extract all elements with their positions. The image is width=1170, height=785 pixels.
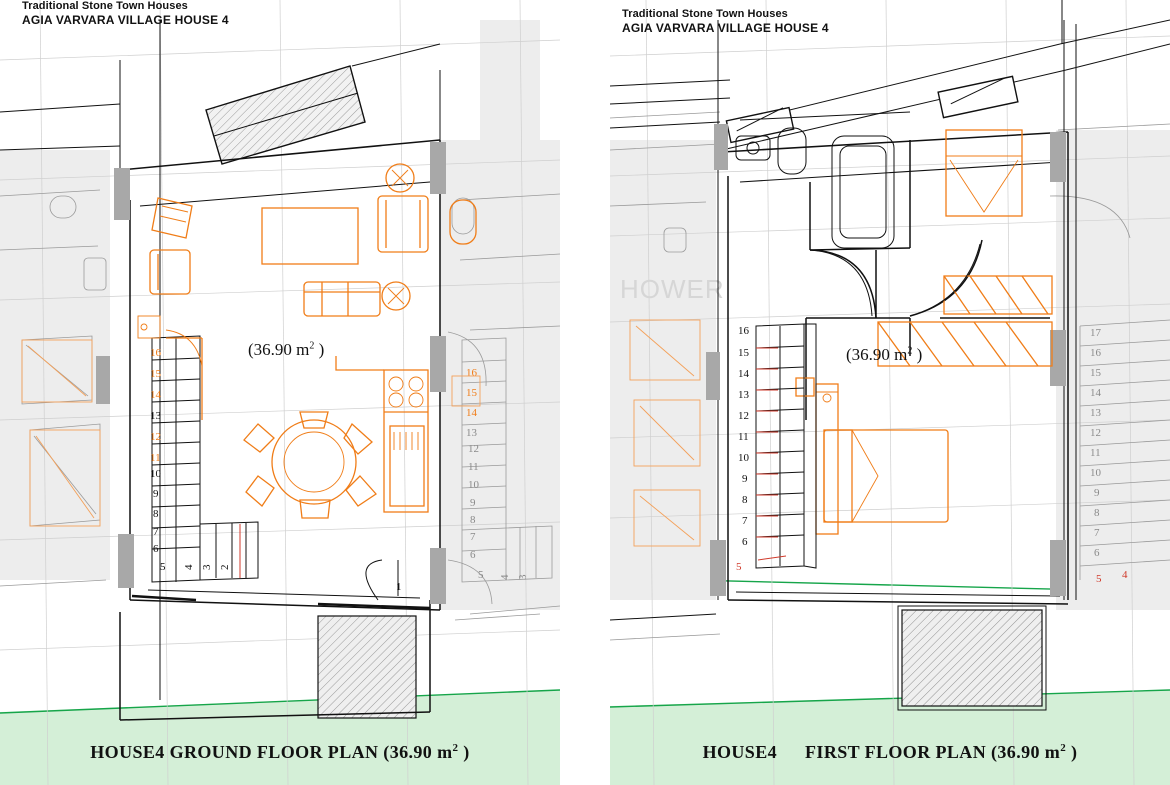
svg-text:9: 9 xyxy=(153,488,159,500)
svg-text:5: 5 xyxy=(478,569,484,581)
svg-text:16: 16 xyxy=(738,325,749,337)
svg-text:4: 4 xyxy=(183,564,195,570)
svg-text:15: 15 xyxy=(1090,367,1101,379)
svg-text:14: 14 xyxy=(466,407,477,419)
svg-text:5: 5 xyxy=(160,561,166,573)
svg-text:6: 6 xyxy=(742,536,748,548)
svg-text:4: 4 xyxy=(499,574,511,580)
svg-text:3: 3 xyxy=(201,564,213,570)
first-floor-drawing xyxy=(610,0,1170,785)
hall-walls xyxy=(806,240,1050,420)
svg-text:15: 15 xyxy=(150,368,161,380)
bedroom-furniture xyxy=(796,378,948,534)
svg-text:7: 7 xyxy=(153,526,159,538)
svg-text:6: 6 xyxy=(470,549,476,561)
neighbour-left-fill xyxy=(0,150,110,580)
svg-text:10: 10 xyxy=(738,452,749,464)
svg-text:15: 15 xyxy=(466,387,477,399)
svg-text:8: 8 xyxy=(742,494,748,506)
first-floor-title-block xyxy=(622,8,829,35)
neighbour-right-fill xyxy=(1056,130,1170,610)
svg-text:16: 16 xyxy=(150,347,161,359)
svg-text:16: 16 xyxy=(466,367,477,379)
svg-text:13: 13 xyxy=(738,389,749,401)
svg-text:2: 2 xyxy=(219,564,231,570)
svg-text:7: 7 xyxy=(470,531,476,543)
svg-text:12: 12 xyxy=(150,431,161,443)
svg-text:4: 4 xyxy=(1122,569,1128,581)
door-tick-label: 1 xyxy=(396,581,402,593)
svg-text:12: 12 xyxy=(738,410,749,422)
staircase-lower-winders xyxy=(200,522,258,580)
svg-text:10: 10 xyxy=(1090,467,1101,479)
first-floor-caption: HOUSE4 FIRST FLOOR PLAN (36.90 $m^2$ ) xyxy=(702,742,1078,762)
svg-text:10: 10 xyxy=(468,479,479,491)
entry-door-swing xyxy=(366,560,382,600)
stair-riser-marks xyxy=(756,348,786,560)
svg-text:9: 9 xyxy=(1094,487,1100,499)
svg-text:11: 11 xyxy=(468,461,479,473)
svg-text:14: 14 xyxy=(1090,387,1101,399)
svg-text:7: 7 xyxy=(1094,527,1100,539)
ground-area-label: (36.90 $m^2$ ) xyxy=(248,340,325,359)
svg-text:10: 10 xyxy=(150,468,161,480)
svg-text:16: 16 xyxy=(1090,347,1101,359)
svg-text:5: 5 xyxy=(1096,573,1102,585)
svg-text:15: 15 xyxy=(738,347,749,359)
svg-text:9: 9 xyxy=(742,473,748,485)
svg-text:13: 13 xyxy=(150,410,161,422)
stair-numbers-first xyxy=(736,325,750,573)
ghost-shower-label: HOWER xyxy=(620,274,725,304)
svg-text:17: 17 xyxy=(1090,327,1101,339)
svg-text:6: 6 xyxy=(1094,547,1100,559)
title-line-1: Traditional Stone Town Houses xyxy=(22,0,188,12)
staircase-main xyxy=(756,324,816,568)
svg-text:14: 14 xyxy=(150,389,161,401)
svg-text:13: 13 xyxy=(1090,407,1101,419)
svg-text:14: 14 xyxy=(738,368,749,380)
svg-text:9: 9 xyxy=(470,497,476,509)
svg-text:7: 7 xyxy=(742,515,748,527)
site-ground-fill xyxy=(0,690,560,785)
title-line-1: Traditional Stone Town Houses xyxy=(622,8,788,20)
top-window-block xyxy=(726,76,1017,142)
svg-text:8: 8 xyxy=(1094,507,1100,519)
bottom-hatch-terrace xyxy=(318,616,416,718)
ground-floor-caption: HOUSE4 GROUND FLOOR PLAN (36.90 $m^2$ ) xyxy=(90,742,470,762)
wall-piers xyxy=(96,142,446,604)
ground-floor-panel xyxy=(0,0,560,785)
neighbour-top-right-fill xyxy=(480,20,540,150)
svg-text:8: 8 xyxy=(470,514,476,526)
svg-text:6: 6 xyxy=(153,543,159,555)
svg-text:11: 11 xyxy=(738,431,749,443)
svg-text:13: 13 xyxy=(466,427,477,439)
neighbour-right-fill xyxy=(440,140,560,610)
title-line-2: AGIA VARVARA VILLAGE HOUSE 4 xyxy=(22,13,229,27)
svg-text:12: 12 xyxy=(468,443,479,455)
svg-text:12: 12 xyxy=(1090,427,1101,439)
svg-text:11: 11 xyxy=(1090,447,1101,459)
svg-text:3: 3 xyxy=(517,574,529,580)
svg-text:5: 5 xyxy=(736,561,742,573)
svg-text:8: 8 xyxy=(153,508,159,520)
upper-bedroom-furniture xyxy=(946,130,1022,216)
ground-floor-title-block xyxy=(22,0,229,27)
first-floor-panel xyxy=(610,0,1170,785)
bottom-hatch-terrace xyxy=(902,610,1042,706)
first-area-label: (36.90 $m^2$ ) xyxy=(846,345,923,364)
svg-text:11: 11 xyxy=(150,452,161,464)
ground-floor-drawing xyxy=(0,0,560,785)
title-line-2: AGIA VARVARA VILLAGE HOUSE 4 xyxy=(622,21,829,35)
